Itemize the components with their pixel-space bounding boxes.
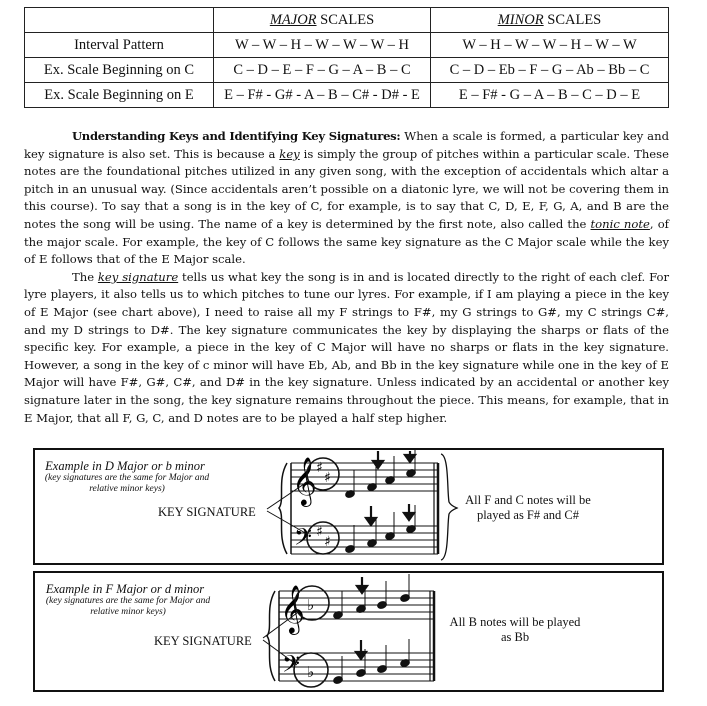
minor-cell: E – F# - G – A – B – C – D – E [431, 83, 669, 108]
example-note: (key signatures are the same for Major and relative minor keys) [44, 473, 210, 494]
major-cell: W – W – H – W – W – W – H [214, 33, 431, 58]
flat-icon: ♭ [307, 596, 315, 614]
bass-notes [333, 639, 411, 685]
bass-clef-icon: 𝄢 [282, 650, 301, 683]
treble-clef-icon: 𝄞 [280, 584, 305, 633]
example-result: All B notes will be played as Bb [449, 615, 581, 644]
table-row [25, 33, 669, 58]
example-title: Example in D Major or b minor [45, 459, 205, 473]
arrow-icons [356, 577, 367, 659]
example-box-d-major [33, 448, 664, 565]
minor-label: MINOR [497, 11, 544, 28]
minor-suffix: SCALES [543, 11, 602, 28]
table-row [25, 83, 669, 108]
paragraph-keys [24, 128, 669, 269]
paragraph-text: The [72, 269, 98, 284]
paragraph-text: , of the major scale. For example, the key of C follows the same key signature as the C Major scale while the key of E follows that of the E Major scale. [24, 216, 669, 267]
table-row [25, 58, 669, 83]
brace-icon [267, 591, 275, 681]
term-key-signature: key signature [97, 269, 179, 284]
staff-diagram-d-major [35, 450, 662, 563]
major-cell: C – D – E – F – G – A – B – C [214, 58, 431, 83]
bass-clef-icon: 𝄢 [294, 523, 313, 556]
minor-cell: W – H – W – W – H – W – W [431, 33, 669, 58]
scales-table [24, 7, 669, 108]
paragraph-text: tells us what key the song is in and is located directly to the right of each clef. For lyre players, it also tells us to which pitches to tune our lyres. For example, if I am playing a piece in the key of E Major (see chart above), I need to raise all my F strings to F#, my G strings to G#, my C strings C#, and my D strings to D#. The key signature communicates the key by displaying the sharps or flats of the specific key. For example, a piece in the key of C Major will have no sharps or flats in the key signature. However, a song in the key of c minor will have Eb, Ab, and Bb in the key signature while one in the key of E Major will have F#, G#, C#, and D# in the key signature. Unless indicated by an accidental or another key signature later in the song, the key signature remains throughout the piece. This means, for example, that in E Major, that all F, G, C, and D notes are to be played a half step higher. [24, 269, 670, 425]
table-header-row [25, 8, 669, 33]
staff-diagram-f-major [35, 573, 662, 690]
sharp-icon: ♯ [324, 470, 331, 486]
body-text [24, 128, 669, 427]
key-signature-label: KEY SIGNATURE [154, 634, 252, 648]
example-title: Example in F Major or d minor [45, 582, 205, 596]
flat-icon: ♭ [307, 663, 315, 681]
key-signature-label: KEY SIGNATURE [158, 505, 256, 519]
paragraph-text: is simply the group of pitches within a particular scale. These notes are the foundational pitches utilized in any given song, with the exception of accidentals which altar a pitch in an unusual way. (Since accidentals aren’t possible on a diatonic lyre, we will not be covering them in this course). To say that a song is in the key of C, for example, is to say that C, D, E, F, G, A, and B are the notes the song will be using. The name of a key is determined by the first note, also called the [24, 146, 669, 231]
table-corner-cell [25, 8, 214, 33]
paragraph-key-signature [24, 269, 669, 427]
row-label: Interval Pattern [25, 33, 214, 58]
sharp-icon: ♯ [316, 460, 323, 476]
row-label: Ex. Scale Beginning on E [25, 83, 214, 108]
major-cell: E – F# - G# - A – B – C# - D# - E [214, 83, 431, 108]
term-tonic-note: tonic note [590, 216, 650, 231]
treble-notes [333, 574, 411, 620]
right-brace-icon [441, 454, 457, 560]
sharp-icon: ♯ [324, 534, 331, 550]
sharp-icon: ♯ [316, 524, 323, 540]
major-suffix: SCALES [316, 11, 375, 28]
major-scales-header [214, 8, 431, 33]
term-key: key [279, 146, 300, 161]
treble-clef-icon: 𝄞 [292, 456, 317, 505]
section-heading: Understanding Keys and Identifying Key Signatures: [72, 129, 401, 143]
row-label: Ex. Scale Beginning on C [25, 58, 214, 83]
example-box-f-major [33, 571, 664, 692]
example-result: All F and C notes will be played as F# and C# [465, 493, 591, 522]
example-note: (key signatures are the same for Major and relative minor keys) [45, 596, 211, 617]
minor-scales-header [431, 8, 669, 33]
major-label: MAJOR [269, 11, 317, 28]
minor-cell: C – D – Eb – F – G – Ab – Bb – C [431, 58, 669, 83]
paragraph-text: When a scale is formed, a particular key and key signature is also set. This is because a [24, 129, 669, 161]
brace-icon [279, 463, 287, 554]
